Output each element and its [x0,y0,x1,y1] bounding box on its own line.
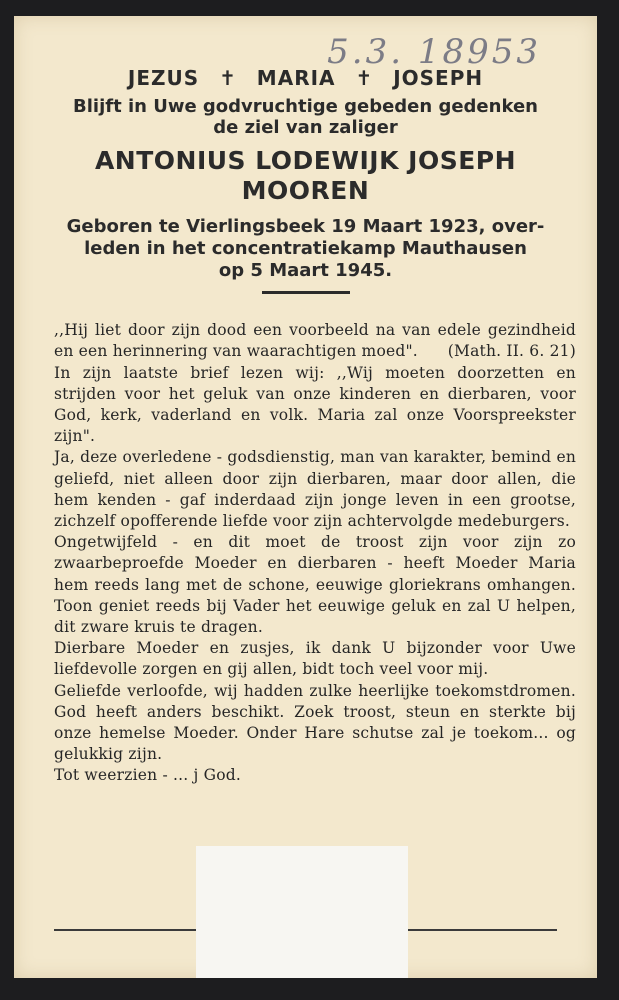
birth-death-info [14,216,597,282]
prayer-request-line: Blijft in Uwe godvruchtige gebeden gedenken [73,96,538,117]
holy-names-line: JEZUS ✝ MARIA ✝ JOSEPH [127,66,484,90]
paragraph: Ongetwijfeld - en dit moet de troost zijn voor zijn zo zwaarbeproefde Moeder en dierbaren - heeft Moeder Maria hem reeds lang met de schone, eeuwige gloriekrans omhangen. Toon geniet reeds bij Vader het eeuwige geluk en zal U helpen, dit zware kruis te dragen. [54,533,576,637]
quote: ,,Hij liet door zijn dood een voorbeeld na van edele gezindheid en een herinnering van waarachtigen moed". [54,321,576,361]
paragraph: Geliefde verloofde, wij hadden zulke heerlijke toekomstdromen. God heeft anders beschikt. Zoek troost, steun en sterkte bij onze hemelse Moeder. Onder Hare schutse zal je toekom... og gelukkig zijn. [54,681,576,764]
deceased-surname: MOOREN [241,176,370,205]
quote-reference: (Math. II. 6. 21) [447,342,576,361]
memorial-text [54,320,576,787]
paragraph: Ja, deze overledene - godsdienstig, man van karakter, bemind en geliefd, niet alleen door zijn dierbaren, maar door allen, die hem kenden - gaf inderdaad zijn jonge leven in een grootse, zichzelf opofferende liefde voor zijn achtervolgde medeburgers. [54,448,576,531]
soul-line: de ziel van zaliger [213,117,398,138]
deceased-name-line1: ANTONIUS LODEWIJK JOSEPH [94,146,517,175]
card-header [14,66,597,294]
paragraph: Tot weerzien - ... j God. [54,766,242,785]
deceased-name [14,146,597,206]
bio-line: op 5 Maart 1945. [218,260,393,281]
memorial-card [14,16,597,978]
bio-line: Geboren te Vierlingsbeek 19 Maart 1923, over- [66,216,545,237]
bio-line: leden in het concentratiekamp Mauthausen [84,238,527,259]
divider [262,291,350,294]
paragraph: In zijn laatste brief lezen wij: ,,Wij moeten doorzetten en strijden voor het geluk van onze kinderen en dierbaren, voor God, kerk, vaderland en volk. Maria zal onze Voorspreekster zijn". [54,363,576,446]
label-sticker [196,846,408,978]
paragraph: Dierbare Moeder en zusjes, ik dank U bijzonder voor Uwe liefdevolle zorgen en gij allen, bidt toch veel voor mij. [54,639,576,679]
archive-number: 5.3. 18953 [327,32,541,72]
